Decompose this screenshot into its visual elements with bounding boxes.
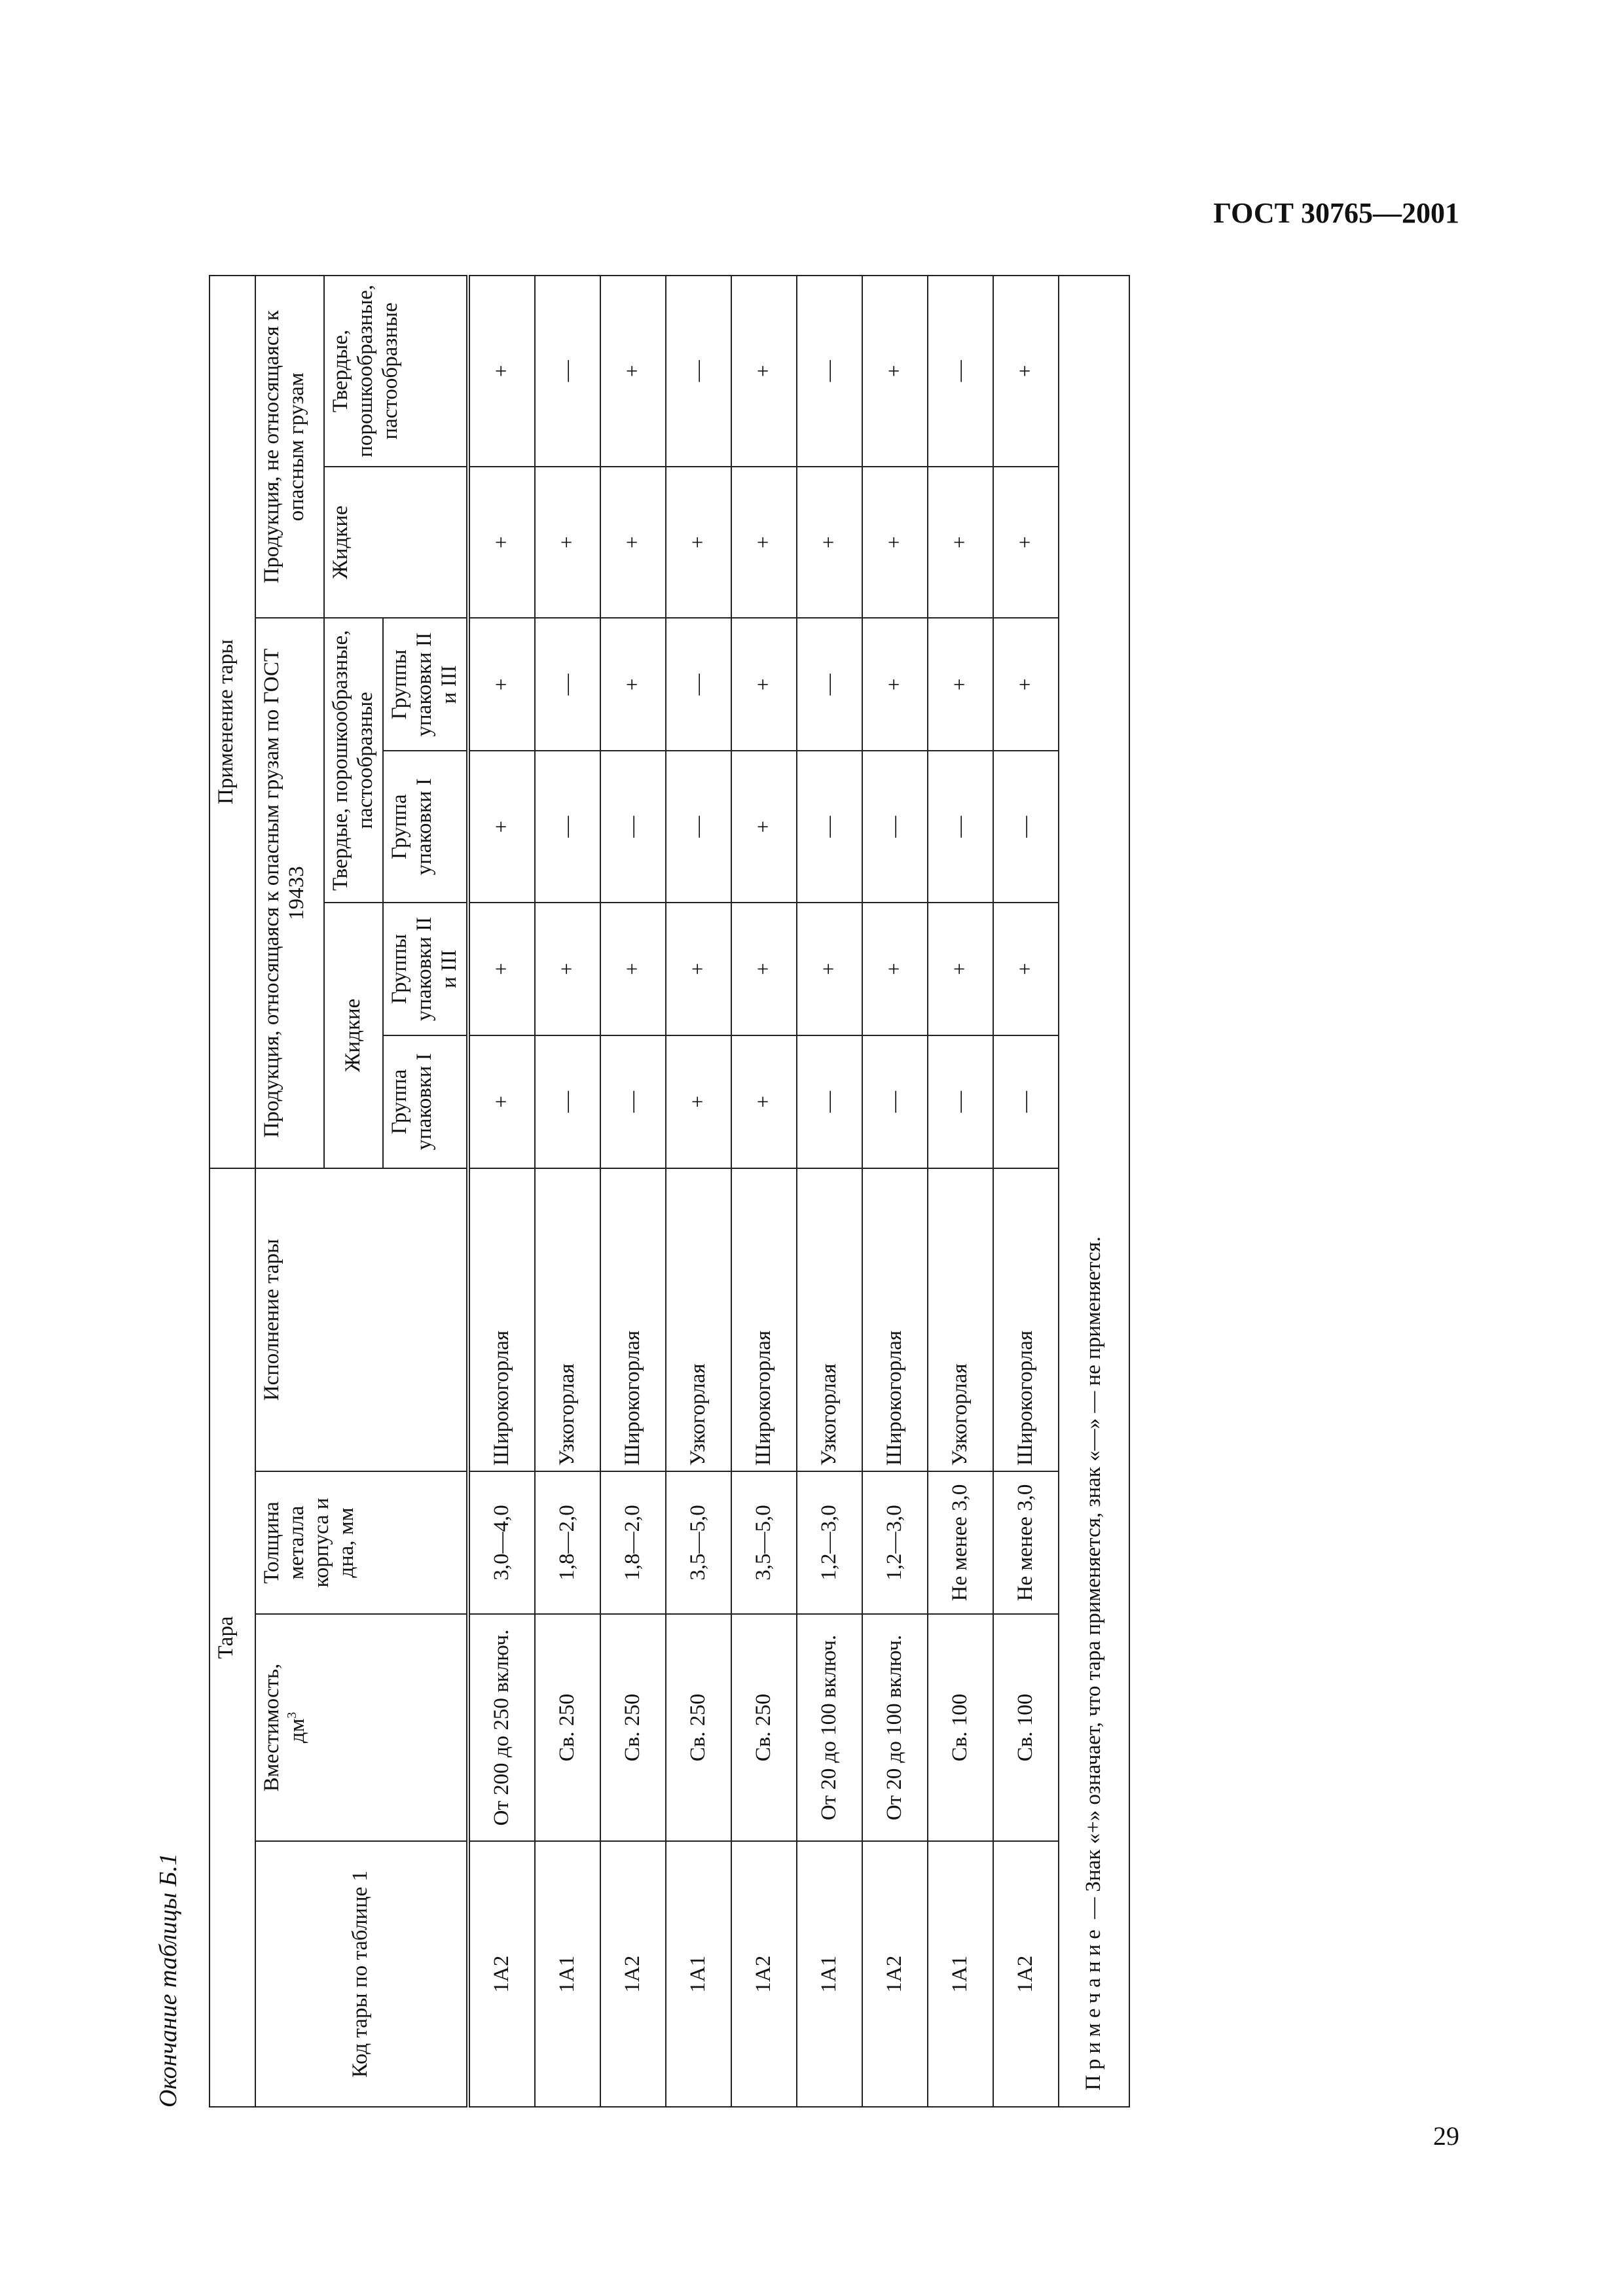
header-thickness: Толщина металла корпуса и дна, мм (255, 1471, 468, 1613)
cell-mark: — (928, 276, 993, 467)
cell-mark: + (600, 618, 666, 751)
cell-code: 1А2 (862, 1841, 928, 2107)
cell-mark: + (862, 276, 928, 467)
table-row (731, 276, 797, 2107)
cell-mark: — (535, 618, 600, 751)
cell-mark: — (535, 751, 600, 903)
cell-mark: + (993, 467, 1059, 619)
note-text: — Знак «+» означает, что тара применяется, знак «—» — не применяется. (1081, 1236, 1105, 1925)
cell-code: 1А2 (600, 1841, 666, 2107)
cell-mark: + (666, 903, 731, 1035)
header-dangerous: Продукция, относящаяся к опасным грузам по ГОСТ 19433 (255, 618, 324, 1168)
cell-design: Узкогорлая (666, 1168, 731, 1472)
cell-thickness: 1,8—2,0 (535, 1471, 600, 1613)
table-row (928, 276, 993, 2107)
cell-capacity: Св. 100 (993, 1614, 1059, 1842)
header-solid-nondangerous: Твердые, порошкообразные, пастообразные (324, 276, 468, 467)
cell-mark: — (666, 618, 731, 751)
header-solid: Твердые, порошкообразные, пастообразные (324, 618, 383, 903)
cell-capacity: От 20 до 100 включ. (862, 1614, 928, 1842)
cell-mark: + (731, 1035, 797, 1168)
cell-design: Широкогорлая (468, 1168, 535, 1472)
cell-design: Широкогорлая (600, 1168, 666, 1472)
cell-design: Узкогорлая (797, 1168, 862, 1472)
cell-mark: — (797, 618, 862, 751)
cell-thickness: 1,8—2,0 (600, 1471, 666, 1613)
header-liquid-group1: Группа упаковки I (383, 1035, 468, 1168)
header-liquid-nondangerous: Жидкие (324, 467, 468, 619)
cell-mark: — (797, 751, 862, 903)
cell-mark: — (666, 751, 731, 903)
cell-mark: + (928, 903, 993, 1035)
table-note (1059, 276, 1129, 2107)
cell-mark: + (862, 467, 928, 619)
table-row (468, 276, 535, 2107)
cell-thickness: 3,0—4,0 (468, 1471, 535, 1613)
header-capacity-unit: $дм^3$ (284, 1712, 309, 1744)
cell-capacity: Св. 250 (600, 1614, 666, 1842)
header-group-application: Применение тары (210, 276, 255, 1168)
cell-design: Широкогорлая (993, 1168, 1059, 1472)
cell-mark: + (862, 618, 928, 751)
table-row (993, 276, 1059, 2107)
header-design: Исполнение тары (255, 1168, 468, 1472)
cell-mark: + (535, 903, 600, 1035)
cell-code: 1А2 (993, 1841, 1059, 2107)
page-number: 29 (1433, 2121, 1459, 2151)
cell-code: 1А1 (928, 1841, 993, 2107)
cell-mark: — (993, 751, 1059, 903)
header-capacity-label: Вместимость, (260, 1663, 283, 1792)
header-code: Код тары по таблице 1 (255, 1841, 468, 2107)
cell-mark: + (928, 467, 993, 619)
table-note-row (1059, 276, 1129, 2107)
cell-mark: — (666, 276, 731, 467)
cell-mark: + (797, 903, 862, 1035)
cell-design: Широкогорлая (731, 1168, 797, 1472)
cell-mark: — (600, 751, 666, 903)
cell-mark: + (797, 467, 862, 619)
cell-capacity: От 20 до 100 включ. (797, 1614, 862, 1842)
cell-mark: — (993, 1035, 1059, 1168)
cell-code: 1А1 (797, 1841, 862, 2107)
header-liquid: Жидкие (324, 903, 383, 1168)
cell-mark: + (731, 618, 797, 751)
cell-mark: + (731, 276, 797, 467)
cell-mark: — (862, 751, 928, 903)
cell-mark: + (993, 618, 1059, 751)
cell-mark: — (535, 1035, 600, 1168)
cell-mark: — (928, 751, 993, 903)
table-row (797, 276, 862, 2107)
cell-mark: + (600, 903, 666, 1035)
header-group-tara: Тара (210, 1168, 255, 2107)
header-nondangerous: Продукция, не относящаяся к опасным грузам (255, 276, 324, 618)
cell-mark: — (600, 1035, 666, 1168)
cell-code: 1А2 (468, 1841, 535, 2107)
cell-design: Узкогорлая (928, 1168, 993, 1472)
header-liquid-group23: Группы упаковки II и III (383, 903, 468, 1035)
cell-capacity: Св. 250 (535, 1614, 600, 1842)
cell-mark: — (928, 1035, 993, 1168)
cell-thickness: 1,2—3,0 (797, 1471, 862, 1613)
table-row (666, 276, 731, 2107)
table-row (535, 276, 600, 2107)
cell-design: Широкогорлая (862, 1168, 928, 1472)
cell-design: Узкогорлая (535, 1168, 600, 1472)
cell-thickness: 3,5—5,0 (666, 1471, 731, 1613)
cell-mark: + (468, 1035, 535, 1168)
cell-mark: + (993, 276, 1059, 467)
cell-code: 1А1 (666, 1841, 731, 2107)
header-solid-group23: Группы упаковки II и III (383, 618, 468, 751)
note-label: Примечание (1081, 1924, 1105, 2090)
cell-code: 1А1 (535, 1841, 600, 2107)
cell-mark: — (797, 276, 862, 467)
cell-mark: + (862, 903, 928, 1035)
cell-thickness: Не менее 3,0 (993, 1471, 1059, 1613)
cell-mark: + (468, 751, 535, 903)
cell-capacity: Св. 250 (731, 1614, 797, 1842)
cell-thickness: 1,2—3,0 (862, 1471, 928, 1613)
table-row (862, 276, 928, 2107)
cell-mark: + (993, 903, 1059, 1035)
cell-mark: + (468, 276, 535, 467)
table-row (600, 276, 666, 2107)
cell-thickness: Не менее 3,0 (928, 1471, 993, 1613)
cell-mark: — (862, 1035, 928, 1168)
cell-mark: + (600, 467, 666, 619)
cell-thickness: 3,5—5,0 (731, 1471, 797, 1613)
tara-application-table (209, 275, 1130, 2108)
cell-capacity: От 200 до 250 включ. (468, 1614, 535, 1842)
cell-mark: + (468, 467, 535, 619)
document-code: ГОСТ 30765—2001 (1213, 197, 1459, 229)
header-capacity (255, 1614, 468, 1842)
cell-capacity: Св. 250 (666, 1614, 731, 1842)
rotated-table-block (154, 275, 1106, 2108)
table-caption: Окончание таблицы Б.1 (155, 1853, 182, 2108)
cell-mark: + (731, 903, 797, 1035)
cell-mark: + (468, 618, 535, 751)
cell-mark: + (928, 618, 993, 751)
cell-code: 1А2 (731, 1841, 797, 2107)
cell-mark: + (666, 1035, 731, 1168)
cell-mark: — (797, 1035, 862, 1168)
cell-mark: + (731, 467, 797, 619)
header-solid-group1: Группа упаковки I (383, 751, 468, 903)
cell-mark: + (535, 467, 600, 619)
cell-mark: + (666, 467, 731, 619)
cell-mark: — (535, 276, 600, 467)
cell-mark: + (731, 751, 797, 903)
cell-mark: + (600, 276, 666, 467)
cell-mark: + (468, 903, 535, 1035)
cell-capacity: Св. 100 (928, 1614, 993, 1842)
